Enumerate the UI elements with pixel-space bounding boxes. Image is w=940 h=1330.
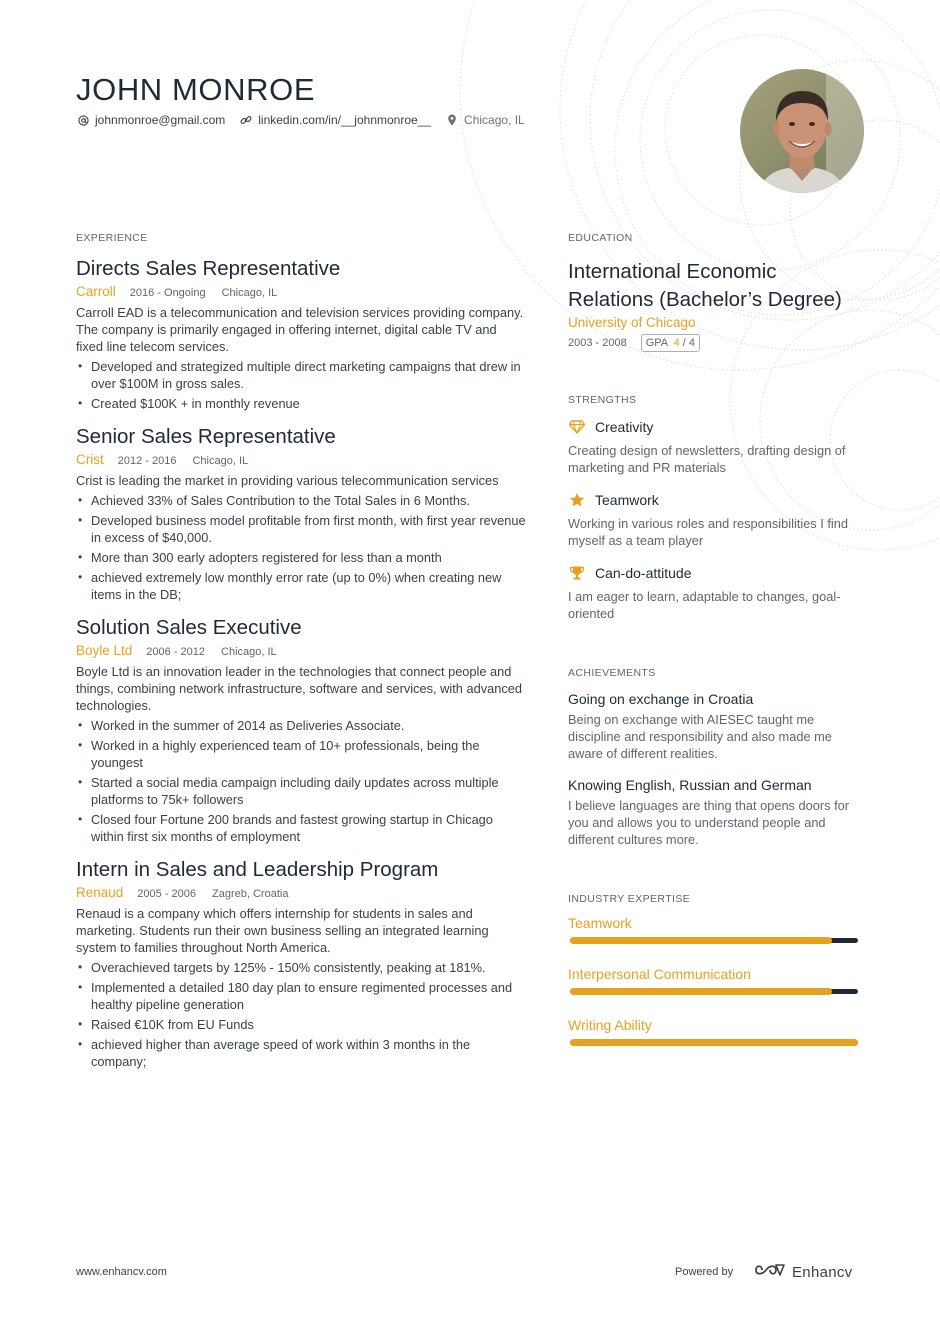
bullet-item: • Closed four Fortune 200 brands and fastest growing startup in Chicago within first six months of employment <box>76 811 526 845</box>
strength-name: Teamwork <box>595 492 659 508</box>
map-pin-icon <box>445 113 459 127</box>
job-description: Crist is leading the market in providing various telecommunication services <box>76 473 499 488</box>
link-icon <box>239 113 253 127</box>
left-column <box>76 232 526 1070</box>
job-meta <box>76 284 526 299</box>
strength-description: Creating design of newsletters, drafting design of marketing and PR materials <box>568 443 846 475</box>
skill-level-fill <box>570 937 832 944</box>
bullet-item: • Created $100K + in monthly revenue <box>76 395 526 412</box>
job-location: Chicago, IL <box>221 287 278 299</box>
company-name: Crist <box>76 452 104 467</box>
footer-website[interactable]: www.enhancv.com <box>76 1266 167 1278</box>
gpa-max: / 4 <box>682 337 696 349</box>
job-meta <box>76 643 526 658</box>
enhancv-logo-icon <box>754 1261 786 1284</box>
job-bullets <box>76 717 526 845</box>
education-heading: EDUCATION <box>568 232 633 244</box>
experience-item <box>76 424 526 603</box>
bullet-item: • achieved extremely low monthly error rate (up to 0%) when creating new items in the DB; <box>76 569 526 603</box>
experience-item <box>76 256 526 412</box>
skill-level-bar <box>570 938 858 943</box>
trophy-icon <box>568 564 586 582</box>
enhancv-logo[interactable] <box>754 1261 852 1284</box>
bullet-item: • Developed and strategized multiple direct marketing campaigns that drew in over $100M in gross sales. <box>76 358 526 392</box>
job-dates: 2012 - 2016 <box>117 455 177 467</box>
job-location: Zagreb, Croatia <box>212 888 289 900</box>
school-name: University of Chicago <box>568 315 696 330</box>
profile-photo <box>740 69 864 193</box>
company-name: Carroll <box>76 284 116 299</box>
achievement-item <box>568 691 864 762</box>
gpa-value: 4 <box>673 337 680 349</box>
experience-item <box>76 857 526 1070</box>
skill-level-fill <box>570 1039 858 1046</box>
job-description: Boyle Ltd is an innovation leader in the technologies that connect people and things, combining network infrastructure, software and services, with advanced technologies. <box>76 664 522 713</box>
job-meta <box>76 452 526 467</box>
job-location: Chicago, IL <box>221 646 277 658</box>
bullet-item: • More than 300 early adopters registered for less than a month <box>76 549 526 566</box>
bullet-item: • Developed business model profitable from first month, with first year revenue in excess of $40,000. <box>76 512 526 546</box>
bullet-item: • Overachieved targets by 125% - 150% consistently, peaking at 181%. <box>76 959 526 976</box>
job-description: Carroll EAD is a telecommunication and television services providing company. The company is primarily engaged in offering internet, digital cable TV and fixed line telecom services. <box>76 305 524 354</box>
strength-header <box>568 564 864 582</box>
experience-heading: EXPERIENCE <box>76 232 148 244</box>
achievement-item <box>568 777 864 848</box>
strength-name: Creativity <box>595 419 654 435</box>
strength-description: I am eager to learn, adaptable to changes, goal-oriented <box>568 589 841 621</box>
strength-header <box>568 418 864 436</box>
job-bullets <box>76 959 526 1070</box>
contact-bar <box>76 113 539 127</box>
skill-item <box>568 915 864 943</box>
gpa-badge <box>641 334 700 352</box>
achievement-title: Going on exchange in Croatia <box>568 691 754 707</box>
skill-level-bar <box>570 1040 858 1045</box>
job-title: Intern in Sales and Leadership Program <box>76 858 439 881</box>
job-meta <box>76 885 526 900</box>
bullet-item: • Achieved 33% of Sales Contribution to the Total Sales in 6 Months. <box>76 492 526 509</box>
enhancv-logo-text: Enhancv <box>792 1264 853 1281</box>
job-title: Directs Sales Representative <box>76 257 341 280</box>
skill-item <box>568 966 864 994</box>
strength-item <box>568 564 864 622</box>
diamond-icon <box>568 418 586 436</box>
degree-title: International Economic Relations (Bachelor’s Degree) <box>568 260 842 311</box>
bullet-item: • Raised €10K from EU Funds <box>76 1016 526 1033</box>
bullet-item: • Implemented a detailed 180 day plan to ensure regimented processes and healthy pipeline generation <box>76 979 526 1013</box>
job-dates: 2005 - 2006 <box>137 888 197 900</box>
strengths-heading: STRENGTHS <box>568 394 637 406</box>
expertise-heading: INDUSTRY EXPERTISE <box>568 893 691 905</box>
right-column <box>568 232 864 1045</box>
achievement-description: I believe languages are thing that opens doors for you and allows you to understand people and different cultures more. <box>568 798 850 847</box>
strength-item <box>568 418 864 476</box>
achievement-title: Knowing English, Russian and German <box>568 777 812 793</box>
company-name: Boyle Ltd <box>76 643 133 658</box>
bullet-item: • Started a social media campaign including daily updates across multiple platforms to 75k+ followers <box>76 774 526 808</box>
email-contact[interactable] <box>76 113 225 127</box>
at-icon <box>76 113 90 127</box>
job-description: Renaud is a company which offers internship for students in sales and marketing. Students run their own business selling an integrated learning system to families throughout North America. <box>76 906 489 955</box>
strength-header <box>568 491 864 509</box>
education-dates: 2003 - 2008 <box>568 337 627 349</box>
skill-name: Teamwork <box>568 915 632 931</box>
strength-name: Can-do-attitude <box>595 565 692 581</box>
experience-item <box>76 615 526 845</box>
achievements-heading: ACHIEVEMENTS <box>568 667 656 679</box>
job-bullets <box>76 492 526 603</box>
job-location: Chicago, IL <box>192 455 249 467</box>
linkedin-text: linkedin.com/in/__johnmonroe__ <box>258 113 432 127</box>
location-text: Chicago, IL <box>464 113 525 127</box>
star-icon <box>568 491 586 509</box>
gpa-label: GPA <box>645 337 668 349</box>
email-text: johnmonroe@gmail.com <box>95 113 226 127</box>
skill-item <box>568 1017 864 1045</box>
powered-by-text: Powered by <box>675 1266 734 1278</box>
linkedin-contact[interactable] <box>239 113 431 127</box>
education-meta <box>568 334 864 352</box>
location-contact <box>445 113 525 127</box>
achievement-description: Being on exchange with AIESEC taught me discipline and responsibility and also made me aware of different realities. <box>568 712 832 761</box>
bullet-item: • Worked in a highly experienced team of 10+ professionals, being the youngest <box>76 737 526 771</box>
skill-name: Writing Ability <box>568 1017 652 1033</box>
job-dates: 2016 - Ongoing <box>129 287 206 299</box>
skill-name: Interpersonal Communication <box>568 966 751 982</box>
job-title: Solution Sales Executive <box>76 616 302 639</box>
bullet-item: • achieved higher than average speed of work within 3 months in the company; <box>76 1036 526 1070</box>
job-dates: 2006 - 2012 <box>146 646 206 658</box>
strength-item <box>568 491 864 549</box>
skill-level-fill <box>570 988 832 995</box>
strength-description: Working in various roles and responsibilities I find myself as a team player <box>568 516 849 548</box>
job-title: Senior Sales Representative <box>76 425 336 448</box>
bullet-item: • Worked in the summer of 2014 as Deliveries Associate. <box>76 717 526 734</box>
job-bullets <box>76 358 526 412</box>
candidate-name: JOHN MONROE <box>76 72 316 107</box>
skill-level-bar <box>570 989 858 994</box>
company-name: Renaud <box>76 885 124 900</box>
